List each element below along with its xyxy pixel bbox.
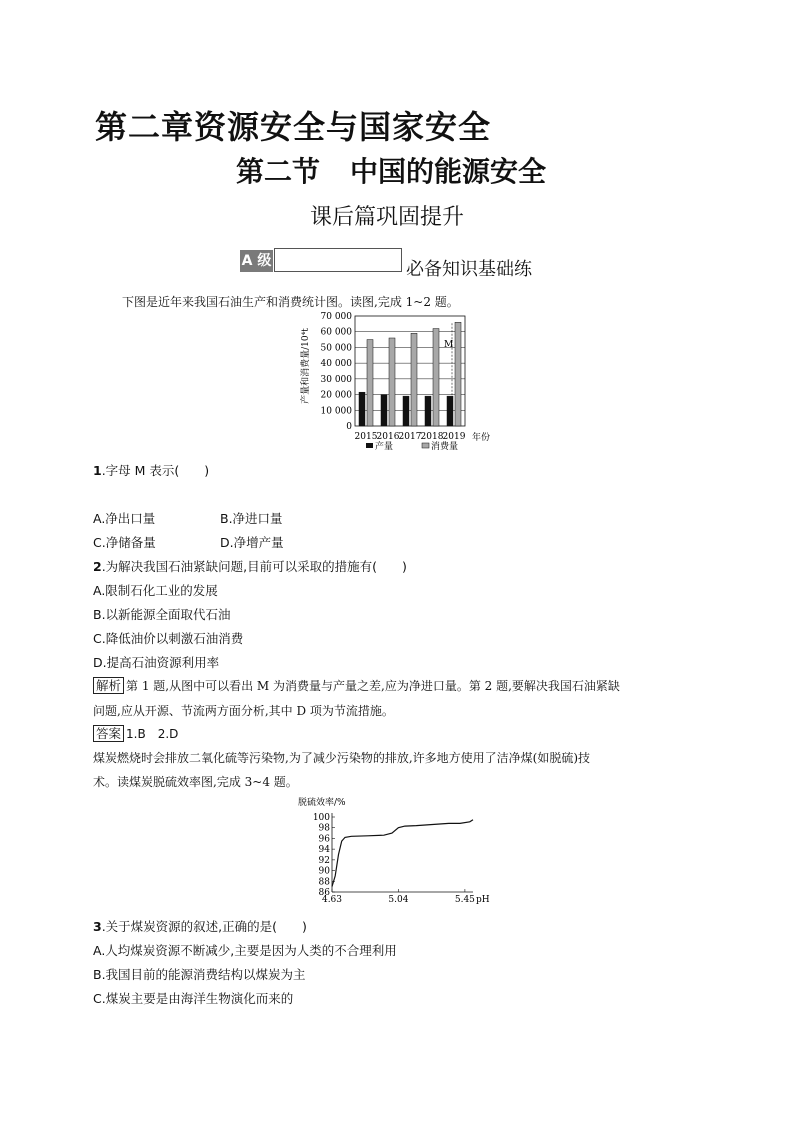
x-tick-label: 2017 [398,432,422,442]
y-tick-label: 10 000 [320,406,352,417]
y-tick-label: 0 [346,422,352,432]
question-3-number: 3 [93,919,102,934]
legend-label-production: 产量 [375,442,394,452]
section-name: 中国的能源安全 [350,155,547,188]
production-bar [403,396,409,426]
consumption-bar [411,333,417,426]
y-axis-label: 脱硫效率/% [298,798,346,808]
section-title [236,150,546,190]
x-tick-label: 5.04 [388,895,409,905]
intro-text-1: 下图是近年来我国石油生产和消费统计图。读图,完成 1~2 题。 [122,295,459,309]
page-subtitle: 课后篇巩固提升 [310,205,465,230]
q3-option-b[interactable]: B.我国目前的能源消费结构以煤炭为主 [93,967,306,982]
legend-swatch-consumption [422,443,429,448]
q1-option-d[interactable]: D.净增产量 [220,535,284,550]
q2-option-d[interactable]: D.提高石油资源利用率 [93,655,220,670]
production-bar [381,395,387,426]
x-tick-label: 2019 [442,432,466,442]
level-badge: A 级 [240,250,273,272]
q2-option-b[interactable]: B.以新能源全面取代石油 [93,607,231,622]
consumption-bar [455,322,461,426]
q2-option-c[interactable]: C.降低油价以刺激石油消费 [93,631,244,646]
consumption-bar [367,340,373,426]
analysis-line-1 [93,677,620,694]
y-tick-label: 30 000 [320,374,352,385]
y-tick-label: 88 [318,877,330,888]
consumption-bar [433,329,439,426]
intro-text-2-line-2: 术。读煤炭脱硫效率图,完成 3~4 题。 [93,775,298,789]
y-tick-label: 100 [312,813,330,823]
question-1-stem: .字母 M 表示( ) [101,463,210,478]
x-tick-label: 4.63 [321,895,343,905]
y-tick-label: 86 [318,888,330,898]
answer-line [93,725,178,742]
y-tick-label: 40 000 [320,359,352,370]
question-3-stem: .关于煤炭资源的叙述,正确的是( ) [101,919,307,934]
question-2 [93,557,407,575]
x-tick-label: 2018 [420,432,444,442]
efficiency-line [332,820,473,887]
y-tick-label: 96 [318,834,330,845]
x-tick-label: 2015 [354,432,378,442]
q1-option-c[interactable]: C.净储备量 [93,535,156,550]
x-tick-label: 5.45 [454,895,475,905]
desulfurization-chart [290,795,500,910]
production-bar [425,396,431,426]
q2-option-a[interactable]: A.限制石化工业的发展 [93,583,218,598]
question-2-number: 2 [93,559,102,574]
y-tick-label: 90 [318,866,330,877]
question-1-number: 1 [93,463,102,478]
q1-option-a[interactable]: A.净出口量 [93,511,156,526]
x-axis-label: 年份 [472,433,491,443]
q3-option-c[interactable]: C.煤炭主要是由海洋生物演化而来的 [93,991,294,1006]
y-tick-label: 70 000 [320,312,352,322]
question-1 [93,461,209,479]
legend-swatch-production [366,443,373,448]
legend-label-consumption: 消费量 [431,442,459,452]
q1-option-b[interactable]: B.净进口量 [220,511,283,526]
chapter-title: 第二章资源安全与国家安全 [95,108,492,146]
y-tick-label: 92 [318,855,330,866]
y-tick-label: 94 [318,845,330,856]
question-2-stem: .为解决我国石油紧缺问题,目前可以采取的措施有( ) [101,559,407,574]
analysis-label: 解析 [93,677,124,694]
y-tick-label: 20 000 [320,390,352,401]
y-tick-label: 50 000 [320,343,352,354]
analysis-text-2: 问题,应从开源、节流两方面分析,其中 D 项为节流措施。 [93,704,394,718]
production-bar [447,396,453,426]
oil-production-chart [282,306,512,458]
y-tick-label: 98 [318,823,330,834]
answer-text: 1.B 2.D [126,727,179,741]
production-bar [359,392,365,426]
y-tick-label: 60 000 [320,327,352,338]
x-axis-label: pH [476,895,490,905]
level-score-box [274,248,402,272]
section-number: 第二节 [236,155,321,188]
analysis-text-1: 第 1 题,从图中可以看出 M 为消费量与产量之差,应为净进口量。第 2 题,要解决我国石油紧缺 [126,679,620,693]
question-3 [93,917,307,935]
q3-option-a[interactable]: A.人均煤炭资源不断减少,主要是因为人类的不合理利用 [93,943,397,958]
consumption-bar [389,338,395,426]
annotation-label: M [444,340,454,351]
y-axis-label: 产量和消费量/10⁴t [301,328,311,404]
x-tick-label: 2016 [376,432,400,442]
answer-label: 答案 [93,725,124,742]
intro-text-2-line-1: 煤炭燃烧时会排放二氧化硫等污染物,为了减少污染物的排放,许多地方使用了洁净煤(如脱硫)技 [93,751,590,765]
level-title: 必备知识基础练 [406,259,532,280]
